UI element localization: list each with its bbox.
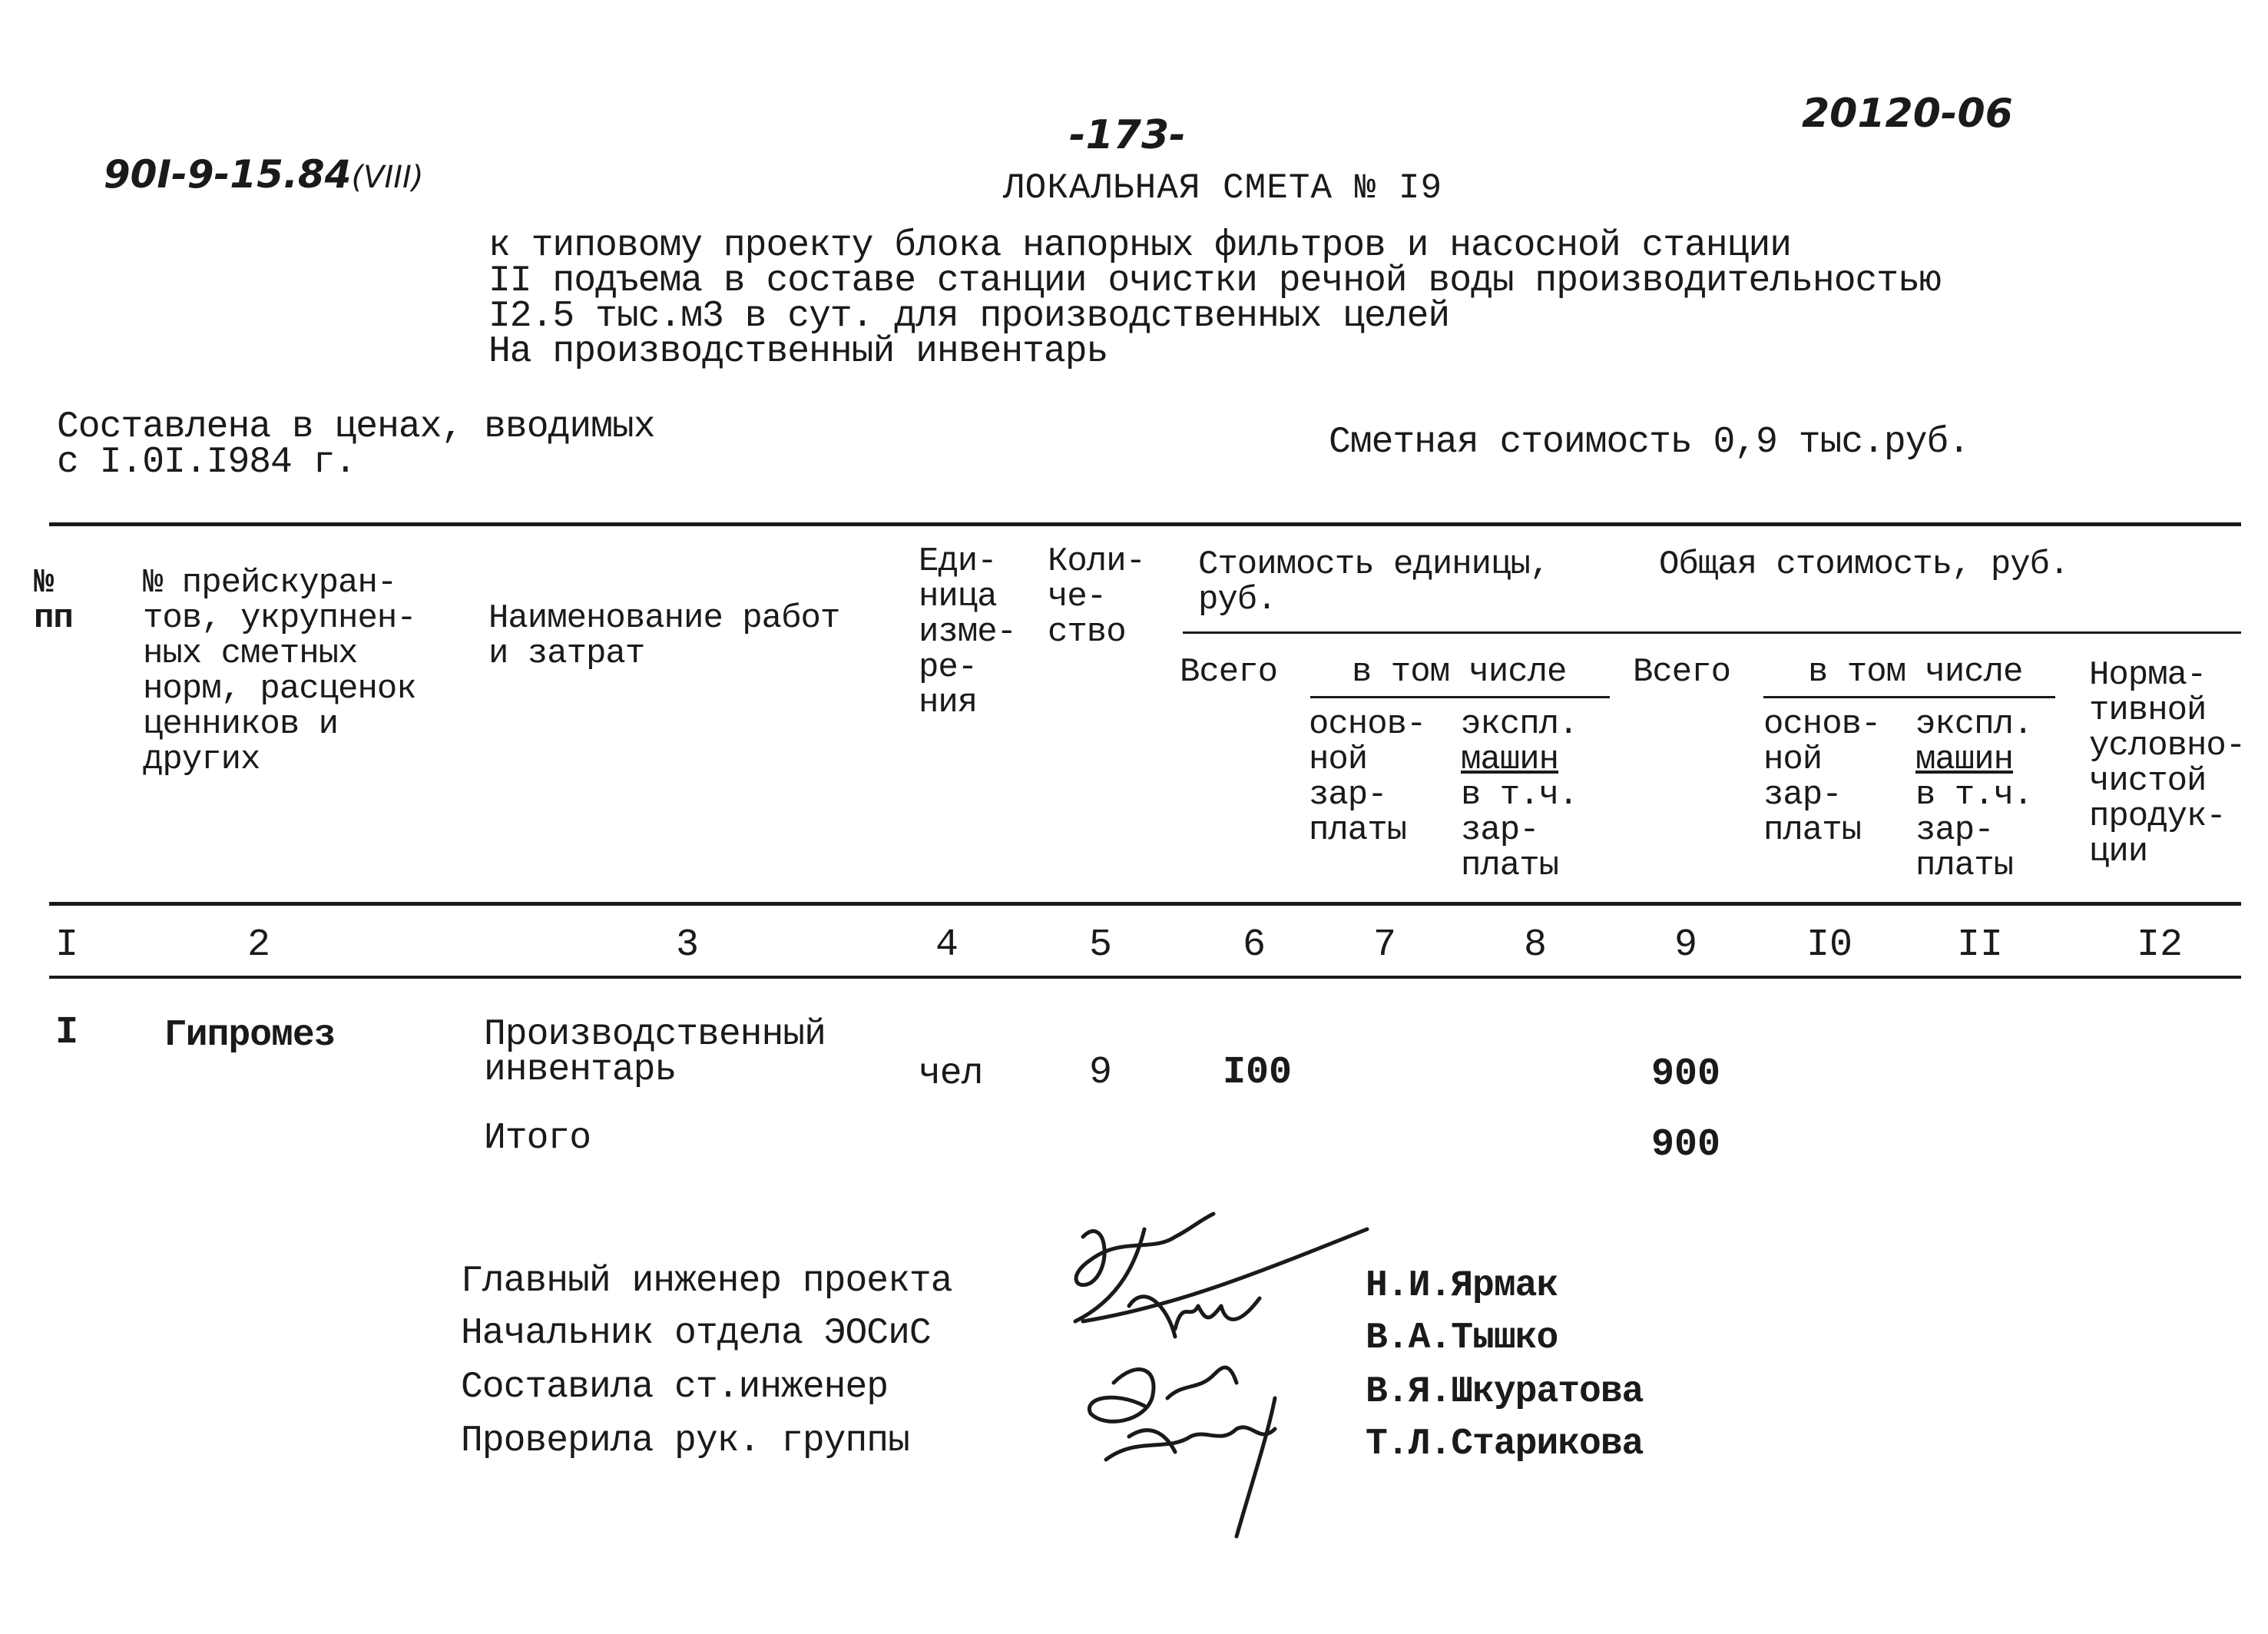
subtitle-line-2: II подъема в составе станции очистки речной воды производительностью — [488, 260, 1941, 302]
header-unit-osnov: основ- ной зар- платы — [1309, 705, 1426, 850]
header-col-quantity: Коли- че- ство — [1048, 542, 1146, 651]
row-total: 900 — [1651, 1052, 1721, 1096]
prices-note-line-1: Составлена в ценах, вводимых — [57, 406, 655, 448]
signature-role: Проверила рук. группы — [461, 1420, 909, 1462]
header-total-ekspl-rest: в т.ч. зар- платы — [1915, 776, 2033, 885]
row-unit-total: I00 — [1223, 1051, 1293, 1095]
signature-name: Н.И.Ярмак — [1366, 1265, 1558, 1307]
subtitle-line-4: На производственный инвентарь — [488, 331, 1108, 373]
column-number: 3 — [676, 923, 700, 967]
header-unit-cost: Стоимость единицы, руб. — [1198, 545, 1550, 619]
unit-included-subrule — [1310, 696, 1610, 698]
header-total-osnov: основ- ной зар- платы — [1763, 705, 1881, 850]
document-code — [77, 117, 424, 197]
page-number: -173- — [1069, 112, 1186, 158]
row-number: I — [55, 1011, 79, 1055]
header-normative: Норма- тивной условно- чистой продук- ции — [2089, 656, 2246, 871]
header-col-pricelist: № прейскуран- тов, укрупнен- ных сметных норм, расценок ценников и других — [143, 564, 416, 779]
signature-role: Главный инженер проекта — [461, 1261, 952, 1302]
column-number: 4 — [935, 923, 959, 967]
header-unit-included: в том числе — [1352, 653, 1567, 691]
column-number: II — [1957, 923, 2004, 967]
header-unit-ekspl-rest: в т.ч. зар- платы — [1461, 776, 1578, 885]
header-col-unit: Еди- ница изме- ре- ния — [919, 542, 1017, 722]
column-number: 6 — [1243, 923, 1266, 967]
signature-name: Т.Л.Старикова — [1366, 1424, 1644, 1465]
column-number: 8 — [1524, 923, 1548, 967]
header-col-number: № пп — [34, 564, 73, 638]
header-total-ekspl: экспл. — [1915, 705, 2033, 744]
header-col-name: Наименование работ и затрат — [488, 599, 840, 673]
header-unit-vsego: Всего — [1180, 653, 1278, 691]
column-number: I0 — [1806, 923, 1853, 967]
header-total-included: в том числе — [1808, 653, 2023, 691]
estimated-cost: Сметная стоимость 0,9 тыс.руб. — [1329, 422, 1970, 463]
column-number: 9 — [1674, 923, 1698, 967]
total-included-subrule — [1763, 696, 2055, 698]
column-number: I2 — [2137, 923, 2184, 967]
column-number: 7 — [1373, 923, 1397, 967]
header-total-vsego: Всего — [1633, 653, 1731, 691]
row-unit: чел — [919, 1053, 983, 1095]
archive-number: 20120-06 — [1802, 91, 2013, 137]
row-code: Гипромез — [164, 1015, 336, 1056]
header-total-mashin: машин — [1915, 741, 2014, 779]
itogo-value: 900 — [1651, 1123, 1721, 1167]
prices-note-line-2: с I.0I.I984 г. — [57, 442, 356, 483]
header-total-cost: Общая стоимость, руб. — [1659, 545, 2069, 584]
handwritten-signatures — [1060, 1206, 1382, 1544]
document-code-suffix: (VIII) — [351, 160, 424, 195]
document-code-main: 90I-9-15.84 — [103, 152, 352, 197]
column-numbers-bottom-rule — [49, 976, 2241, 979]
row-quantity: 9 — [1089, 1051, 1113, 1095]
row-name: Производственный инвентарь — [484, 1014, 826, 1091]
header-unit-ekspl: экспл. — [1461, 705, 1578, 744]
itogo-label: Итого — [484, 1118, 591, 1159]
unit-cost-subrule — [1183, 631, 2241, 634]
column-number: 2 — [247, 923, 271, 967]
subtitle-line-3: I2.5 тыс.м3 в сут. для производственных целей — [488, 296, 1450, 337]
document-title: ЛОКАЛЬНАЯ СМЕТА № I9 — [1003, 168, 1443, 208]
header-unit-mashin: машин — [1461, 741, 1559, 779]
signature-role: Составила ст.инженер — [461, 1367, 889, 1408]
column-number: 5 — [1089, 923, 1113, 967]
column-number: I — [55, 923, 79, 967]
signature-name: В.Я.Шкуратова — [1366, 1371, 1644, 1413]
signature-role: Начальник отдела ЭОСиС — [461, 1313, 931, 1354]
table-top-rule — [49, 522, 2241, 526]
table-header-bottom-rule — [49, 902, 2241, 906]
signature-name: В.А.Тышко — [1366, 1317, 1558, 1359]
subtitle-line-1: к типовому проекту блока напорных фильтров и насосной станции — [488, 225, 1792, 267]
